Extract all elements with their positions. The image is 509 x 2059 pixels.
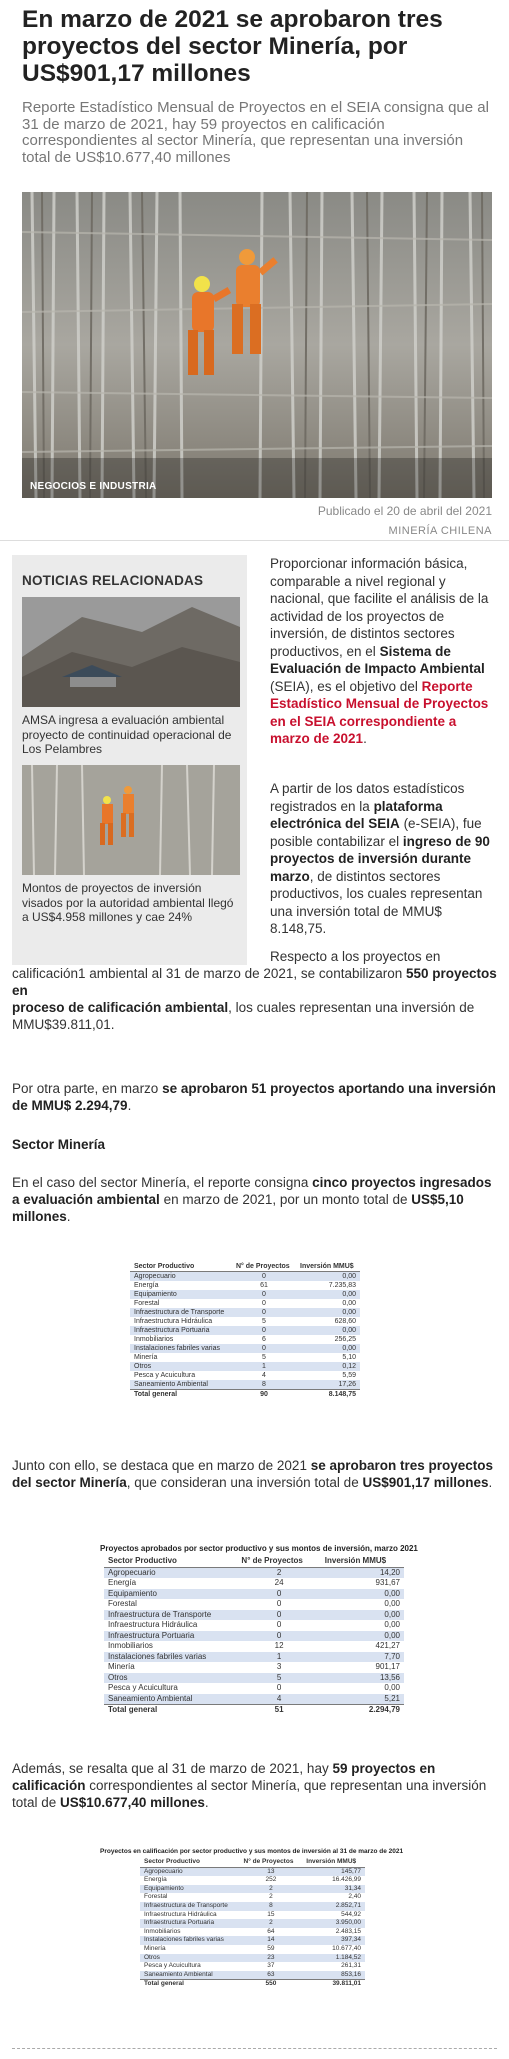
data-table bbox=[140, 1858, 365, 1989]
related-news-item[interactable] bbox=[22, 597, 240, 757]
table-row bbox=[130, 1371, 360, 1380]
sector-cell: Inmobiliarios bbox=[108, 1641, 153, 1650]
table-row bbox=[130, 1326, 360, 1335]
investment-cell: 1.184,52 bbox=[302, 1954, 365, 1963]
project-count-cell: 8 bbox=[232, 1380, 296, 1390]
project-count-cell: 0 bbox=[276, 1599, 282, 1608]
column-header: N° de Proyectos bbox=[240, 1858, 303, 1867]
sector-cell: Minería bbox=[134, 1354, 158, 1361]
article-lead: Reporte Estadístico Mensual de Proyectos en el SEIA consigna que al 31 de marzo de 2021, hay 59 proyectos en calificación correspondientes al sector Minería, que representan una inversión total de US$10.677,40 millones bbox=[22, 99, 489, 166]
divider bbox=[0, 540, 509, 541]
project-count-cell: 0 bbox=[237, 1631, 320, 1642]
sector-cell: Forestal bbox=[134, 1300, 160, 1307]
sector-cell: Instalaciones fabriles varias bbox=[104, 1652, 237, 1663]
table-row bbox=[140, 1902, 365, 1911]
table-row bbox=[140, 1962, 365, 1971]
source-label[interactable]: MINERÍA CHILENA bbox=[388, 525, 492, 537]
sector-cell: Otros bbox=[130, 1362, 232, 1371]
table-row bbox=[140, 1971, 365, 1980]
sector-cell: Pesca y Acuicultura bbox=[144, 1962, 201, 1970]
investment-cell: 901,17 bbox=[375, 1662, 400, 1671]
column-header: Sector Productivo bbox=[140, 1858, 240, 1867]
sector-cell: Agropecuario bbox=[140, 1867, 240, 1876]
table-total-row bbox=[104, 1705, 404, 1716]
column-header: Inversión MMU$ bbox=[302, 1858, 365, 1867]
table-row bbox=[130, 1290, 360, 1299]
table-row bbox=[140, 1954, 365, 1963]
text-run-bold: US$10.677,40 millones bbox=[60, 1795, 205, 1810]
investment-cell: 10.677,40 bbox=[332, 1944, 361, 1952]
text-run: Además, se resalta que al 31 de marzo de 2021, hay bbox=[12, 1761, 333, 1776]
total-label-cell: Total general bbox=[104, 1705, 237, 1716]
article-title: En marzo de 2021 se aprobaron tres proyectos del sector Minería, por US$901,17 millones bbox=[22, 6, 443, 87]
table-row bbox=[130, 1299, 360, 1308]
column-header: Sector Productivo bbox=[104, 1556, 237, 1567]
hero-image bbox=[22, 192, 492, 498]
table-row bbox=[104, 1662, 404, 1673]
investment-cell: 0,00 bbox=[296, 1344, 360, 1353]
investment-cell: 14,20 bbox=[321, 1567, 404, 1578]
table-row bbox=[104, 1631, 404, 1642]
table-row bbox=[140, 1876, 365, 1885]
text-run-bold: US$901,17 millones bbox=[362, 1475, 489, 1490]
text-run: Junto con ello, se destaca que en marzo de 2021 bbox=[12, 1458, 311, 1473]
text-run: (SEIA), es el objetivo del bbox=[270, 678, 422, 694]
total-label-cell: Total general bbox=[130, 1390, 232, 1400]
table-total-row bbox=[140, 1980, 365, 1989]
investment-cell: 0,12 bbox=[296, 1362, 360, 1371]
body-paragraph bbox=[270, 780, 495, 938]
investment-cell: 2,40 bbox=[348, 1893, 361, 1901]
project-count-cell: 5 bbox=[262, 1318, 266, 1325]
project-count-cell: 12 bbox=[274, 1641, 284, 1650]
project-count-cell: 4 bbox=[262, 1372, 266, 1379]
text-run-bold: cinco proyectos ingresados a evaluación ambiental bbox=[12, 1175, 492, 1207]
investment-cell: 0,00 bbox=[296, 1272, 360, 1282]
table-row bbox=[104, 1683, 404, 1694]
column-header: N° de Proyectos bbox=[237, 1556, 320, 1567]
investment-cell: 7.235,83 bbox=[328, 1282, 356, 1289]
text-run-bold: se aprobaron tres proyectos del sector Minería bbox=[12, 1458, 494, 1490]
table-row bbox=[130, 1335, 360, 1344]
table-row bbox=[130, 1308, 360, 1317]
sector-cell: Infraestructura Portuaria bbox=[140, 1919, 240, 1928]
project-count-cell: 0 bbox=[232, 1272, 296, 1282]
project-count-cell: 0 bbox=[232, 1344, 296, 1353]
table-row bbox=[140, 1919, 365, 1928]
sector-cell: Agropecuario bbox=[130, 1272, 232, 1282]
table-row bbox=[104, 1641, 404, 1652]
investment-cell: 544,92 bbox=[341, 1910, 361, 1918]
column-header: Sector Productivo bbox=[130, 1262, 232, 1272]
investment-cell: 0,00 bbox=[321, 1610, 404, 1621]
sector-cell: Minería bbox=[108, 1662, 135, 1671]
investment-cell: 0,00 bbox=[384, 1620, 400, 1629]
sector-cell: Energía bbox=[144, 1876, 167, 1884]
body-paragraph bbox=[12, 1760, 497, 1811]
table-row bbox=[104, 1673, 404, 1684]
project-count-cell: 63 bbox=[240, 1971, 303, 1980]
investment-cell: 3.950,00 bbox=[302, 1919, 365, 1928]
sector-cell: Inmobiliarios bbox=[144, 1927, 181, 1935]
investment-cell: 0,00 bbox=[296, 1308, 360, 1317]
data-table bbox=[104, 1556, 404, 1716]
table-row bbox=[130, 1281, 360, 1290]
sector-cell: Equipamiento bbox=[130, 1290, 232, 1299]
sector-cell: Energía bbox=[134, 1282, 159, 1289]
report-link[interactable]: Reporte Estadístico Mensual de Proyectos en el SEIA correspondiente a marzo de 2021 bbox=[270, 678, 489, 746]
investment-cell: 5,21 bbox=[321, 1694, 404, 1705]
investment-cell: 17,26 bbox=[296, 1380, 360, 1390]
text-run: correspondientes al sector Minería, que representan una inversión total de bbox=[12, 1778, 487, 1810]
total-label-cell: Total general bbox=[140, 1980, 240, 1989]
total-investment-cell: 39.811,01 bbox=[302, 1980, 365, 1989]
investment-cell: 13,56 bbox=[321, 1673, 404, 1684]
table-row bbox=[104, 1620, 404, 1631]
project-count-cell: 2 bbox=[237, 1567, 320, 1578]
related-news-title[interactable]: AMSA ingresa a evaluación ambiental proyecto de continuidad operacional de Los Pelambres bbox=[22, 713, 232, 756]
table-row bbox=[104, 1652, 404, 1663]
investment-cell: 628,60 bbox=[334, 1318, 356, 1325]
body-paragraph bbox=[270, 555, 495, 748]
investment-cell: 2.483,15 bbox=[335, 1927, 361, 1935]
column-header: Inversión MMU$ bbox=[321, 1556, 404, 1567]
text-run: Por otra parte, en marzo bbox=[12, 1081, 163, 1096]
sector-cell: Equipamiento bbox=[104, 1589, 237, 1600]
section-heading: Sector Minería bbox=[12, 1137, 106, 1152]
project-count-cell: 5 bbox=[237, 1673, 320, 1684]
investment-cell: 931,67 bbox=[375, 1578, 400, 1587]
project-count-cell: 0 bbox=[276, 1683, 282, 1692]
column-header: Inversión MMU$ bbox=[296, 1262, 360, 1272]
project-count-cell: 64 bbox=[267, 1927, 275, 1935]
sector-cell: Forestal bbox=[144, 1893, 168, 1901]
investment-cell: 0,00 bbox=[384, 1683, 400, 1692]
sector-cell: Infraestructura Hidráulica bbox=[134, 1318, 213, 1325]
investment-cell: 397,34 bbox=[302, 1936, 365, 1945]
sector-cell: Energía bbox=[108, 1578, 137, 1587]
total-count-cell: 51 bbox=[237, 1705, 320, 1716]
sector-cell: Pesca y Acuicultura bbox=[108, 1683, 178, 1692]
body-paragraph bbox=[12, 965, 497, 1033]
body-paragraph bbox=[12, 1080, 497, 1114]
investment-cell: 7,70 bbox=[321, 1652, 404, 1663]
text-run: . bbox=[204, 1795, 209, 1810]
body-paragraph bbox=[12, 1174, 497, 1225]
total-count-cell: 90 bbox=[232, 1390, 296, 1400]
text-run-bold: se aprobaron 51 proyectos aportando una inversión de MMU$ 2.294,79 bbox=[12, 1081, 496, 1113]
table-row bbox=[130, 1317, 360, 1326]
text-run: , los cuales representan una inversión de MMU$39.811,01. bbox=[12, 1000, 475, 1032]
sector-cell: Minería bbox=[144, 1944, 166, 1952]
table-row bbox=[140, 1936, 365, 1945]
sector-cell: Pesca y Acuicultura bbox=[134, 1372, 196, 1379]
sector-cell: Instalaciones fabriles varias bbox=[140, 1936, 240, 1945]
text-run-bold: 59 proyectos en calificación bbox=[12, 1761, 436, 1793]
text-run: En el caso del sector Minería, el reporte consigna bbox=[12, 1175, 313, 1190]
table-row bbox=[140, 1893, 365, 1902]
text-run: . bbox=[488, 1475, 493, 1490]
investment-cell: 421,27 bbox=[375, 1641, 400, 1650]
total-count-cell: 550 bbox=[240, 1980, 303, 1989]
table-header-row bbox=[130, 1262, 360, 1272]
sector-cell: Otros bbox=[140, 1954, 240, 1963]
project-count-cell: 37 bbox=[267, 1962, 275, 1970]
investment-cell: 2.852,71 bbox=[302, 1902, 365, 1911]
text-run-bold: Sistema de Evaluación de Impacto Ambiental bbox=[270, 643, 485, 676]
related-news-heading: NOTICIAS RELACIONADAS bbox=[22, 573, 204, 588]
related-news-thumbnail[interactable] bbox=[22, 765, 240, 875]
investment-cell: 0,00 bbox=[384, 1599, 400, 1608]
text-run-bold: proceso de calificación ambiental bbox=[12, 1000, 229, 1015]
sector-cell: Saneamiento Ambiental bbox=[130, 1380, 232, 1390]
investment-cell: 0,00 bbox=[321, 1631, 404, 1642]
project-count-cell: 15 bbox=[267, 1910, 275, 1918]
investment-cell: 0,00 bbox=[296, 1326, 360, 1335]
table-row bbox=[140, 1911, 365, 1920]
table-row bbox=[104, 1610, 404, 1621]
text-run: (e-SEIA), fue posible contabilizar el bbox=[270, 816, 482, 849]
column-header: N° de Proyectos bbox=[232, 1262, 296, 1272]
sector-cell: Forestal bbox=[108, 1599, 137, 1608]
publish-date: Publicado el 20 de abril del 2021 bbox=[317, 504, 492, 518]
sector-cell: Saneamiento Ambiental bbox=[140, 1971, 240, 1980]
text-run: calificación1 ambiental al 31 de marzo de 2021, se contabilizaron bbox=[12, 966, 406, 981]
project-count-cell: 2 bbox=[240, 1885, 303, 1894]
text-run-bold: plataforma electrónica del SEIA bbox=[270, 798, 443, 831]
project-count-cell: 4 bbox=[237, 1694, 320, 1705]
investment-cell: 0,00 bbox=[342, 1300, 356, 1307]
table-row bbox=[130, 1344, 360, 1353]
investment-cell: 853,16 bbox=[302, 1971, 365, 1980]
sector-cell: Saneamiento Ambiental bbox=[104, 1694, 237, 1705]
text-run-bold: ingreso de 90 proyectos de inversión durante marzo bbox=[270, 833, 490, 884]
project-count-cell: 8 bbox=[240, 1902, 303, 1911]
table-row bbox=[104, 1567, 404, 1578]
table-row bbox=[104, 1589, 404, 1600]
table-row bbox=[140, 1945, 365, 1954]
investment-cell: 261,31 bbox=[341, 1962, 361, 1970]
project-count-cell: 61 bbox=[260, 1282, 268, 1289]
sector-cell: Infraestructura de Transporte bbox=[140, 1902, 240, 1911]
text-run-bold: US$5,10 millones bbox=[12, 1192, 464, 1224]
sector-cell: Infraestructura Portuaria bbox=[104, 1631, 237, 1642]
table-row bbox=[140, 1928, 365, 1937]
table-row bbox=[130, 1380, 360, 1390]
table-row bbox=[130, 1272, 360, 1282]
sector-cell: Infraestructura Hidráulica bbox=[108, 1620, 198, 1629]
project-count-cell: 6 bbox=[262, 1336, 266, 1343]
project-count-cell: 0 bbox=[276, 1620, 282, 1629]
total-investment-cell: 2.294,79 bbox=[321, 1705, 404, 1716]
project-count-cell: 24 bbox=[274, 1578, 284, 1587]
related-news-thumbnail[interactable] bbox=[22, 597, 240, 707]
related-news-panel bbox=[12, 555, 247, 965]
investment-cell: 0,00 bbox=[321, 1589, 404, 1600]
project-count-cell: 13 bbox=[240, 1867, 303, 1876]
project-count-cell: 0 bbox=[232, 1290, 296, 1299]
data-table bbox=[130, 1262, 360, 1399]
table-caption: Proyectos aprobados por sector productivo y sus montos de inversión, marzo 2021 bbox=[100, 1544, 418, 1553]
project-count-cell: 2 bbox=[269, 1893, 273, 1901]
project-count-cell: 0 bbox=[262, 1300, 266, 1307]
table-header-row bbox=[104, 1556, 404, 1567]
investment-cell: 256,25 bbox=[334, 1336, 356, 1343]
total-investment-cell: 8.148,75 bbox=[296, 1390, 360, 1400]
investment-cell: 145,77 bbox=[302, 1867, 365, 1876]
text-run: . bbox=[363, 731, 367, 746]
text-run: A partir de los datos estadísticos registrados en la bbox=[270, 781, 465, 814]
text-run: Proporcionar información básica, comparable a nivel regional y nacional, que facilite el análisis de la actividad de los proyectos de inversión, de distintos sectores productivos, en el bbox=[270, 556, 489, 659]
body-paragraph bbox=[12, 1457, 497, 1491]
table-row bbox=[130, 1362, 360, 1371]
text-run: en marzo de 2021, por un monto total de bbox=[159, 1192, 412, 1207]
text-run-bold: 550 proyectos en bbox=[12, 966, 497, 998]
sector-cell: Agropecuario bbox=[104, 1567, 237, 1578]
sector-cell: Infraestructura de Transporte bbox=[104, 1610, 237, 1621]
sector-cell: Infraestructura Portuaria bbox=[130, 1326, 232, 1335]
table-caption: Proyectos en calificación por sector productivo y sus montos de inversión al 31 de marzo de 2021 bbox=[100, 1848, 404, 1855]
project-count-cell: 1 bbox=[232, 1362, 296, 1371]
table-row bbox=[104, 1599, 404, 1610]
project-count-cell: 252 bbox=[265, 1876, 277, 1884]
sector-cell: Equipamiento bbox=[140, 1885, 240, 1894]
table-row bbox=[104, 1578, 404, 1589]
investment-cell: 5,59 bbox=[342, 1372, 356, 1379]
project-count-cell: 2 bbox=[240, 1919, 303, 1928]
sector-cell: Infraestructura de Transporte bbox=[130, 1308, 232, 1317]
project-count-cell: 23 bbox=[240, 1954, 303, 1963]
text-run: , que consideran una inversión total de bbox=[126, 1475, 363, 1490]
project-count-cell: 0 bbox=[232, 1308, 296, 1317]
project-count-cell: 0 bbox=[237, 1610, 320, 1621]
investment-cell: 5,10 bbox=[342, 1354, 356, 1361]
sector-cell: Otros bbox=[104, 1673, 237, 1684]
table-row bbox=[104, 1694, 404, 1705]
category-tag[interactable]: NEGOCIOS E INDUSTRIA bbox=[30, 481, 157, 492]
divider bbox=[12, 2048, 497, 2049]
project-count-cell: 1 bbox=[237, 1652, 320, 1663]
related-news-item[interactable] bbox=[22, 765, 240, 925]
table-row bbox=[130, 1353, 360, 1362]
project-count-cell: 3 bbox=[276, 1662, 282, 1671]
table-header-row bbox=[140, 1858, 365, 1867]
table-row bbox=[140, 1867, 365, 1876]
sector-cell: Inmobiliarios bbox=[134, 1336, 174, 1343]
project-count-cell: 0 bbox=[232, 1326, 296, 1335]
body-paragraph-start: Respecto a los proyectos en bbox=[270, 949, 441, 964]
related-news-title[interactable]: Montos de proyectos de inversión visados por la autoridad ambiental llegó a US$4.958 millones y cae 24% bbox=[22, 881, 234, 924]
project-count-cell: 59 bbox=[267, 1944, 275, 1952]
table-row bbox=[140, 1885, 365, 1894]
investment-cell: 31,34 bbox=[302, 1885, 365, 1894]
text-run: , de distintos sectores productivos, los cuales representan una inversión total de MMU$ 8.148,75. bbox=[270, 868, 483, 936]
text-run: . bbox=[127, 1098, 132, 1113]
project-count-cell: 0 bbox=[237, 1589, 320, 1600]
investment-cell: 0,00 bbox=[296, 1290, 360, 1299]
sector-cell: Infraestructura Hidráulica bbox=[144, 1910, 217, 1918]
text-run: . bbox=[66, 1209, 71, 1224]
project-count-cell: 14 bbox=[240, 1936, 303, 1945]
project-count-cell: 5 bbox=[262, 1354, 266, 1361]
sector-cell: Instalaciones fabriles varias bbox=[130, 1344, 232, 1353]
investment-cell: 16.426,99 bbox=[332, 1876, 361, 1884]
table-total-row bbox=[130, 1390, 360, 1400]
